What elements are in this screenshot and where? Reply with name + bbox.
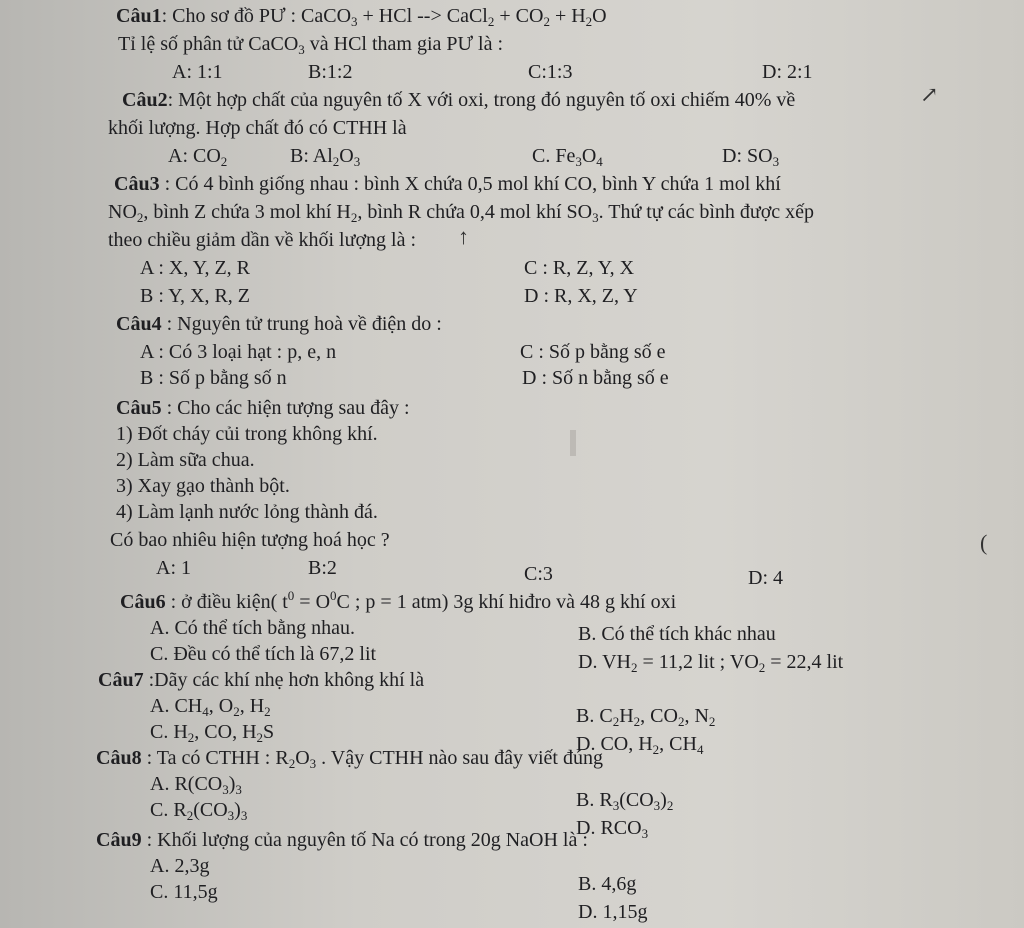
q4-option-d: D : Số n bằng số e bbox=[522, 367, 669, 389]
q1-option-b: B:1:2 bbox=[308, 61, 353, 83]
q6-option-d: D. $VH_2 = 11,2$ lit ; $VO_2 = 22,4$ lit bbox=[578, 651, 844, 675]
q5-question: Có bao nhiêu hiện tượng hoá học ? bbox=[110, 529, 390, 551]
q1-option-a: A: 1:1 bbox=[172, 61, 223, 83]
q7-line1: Câu7 :Dãy các khí nhẹ hơn không khí là bbox=[98, 669, 425, 691]
q3-line3: theo chiều giảm dần về khối lượng là : bbox=[108, 229, 417, 251]
q5-item-3: 3) Xay gạo thành bột. bbox=[116, 475, 290, 497]
q5-option-d: D: 4 bbox=[748, 567, 783, 589]
q4-option-b: B : Số p bằng số n bbox=[140, 367, 287, 389]
q6-option-c: C. Đều có thể tích là 67,2 lit bbox=[150, 643, 377, 665]
q6-option-b: B. Có thể tích khác nhau bbox=[578, 623, 776, 645]
q1-option-c: C:1:3 bbox=[528, 61, 573, 83]
q8-option-d: D. $RCO_3$ bbox=[576, 817, 649, 841]
q3-option-a: A : X, Y, Z, R bbox=[140, 257, 251, 279]
q2-option-a: A: $CO_2$ bbox=[168, 145, 228, 169]
pen-mark-icon: ↗ bbox=[920, 82, 939, 107]
q6-option-a: A. Có thể tích bằng nhau. bbox=[150, 617, 355, 639]
q2-option-d: D: $SO_3$ bbox=[722, 145, 780, 169]
q9-option-c: C. 11,5g bbox=[150, 881, 218, 903]
q5-line1: Câu5 : Cho các hiện tượng sau đây : bbox=[116, 397, 410, 419]
q7-option-a: A. $CH_4$, $O_2$, $H_2$ bbox=[150, 695, 271, 719]
q2-option-c: C. $Fe_3O_4$ bbox=[532, 145, 603, 169]
q7-option-d: D. CO, $H_2$, $CH_4$ bbox=[576, 733, 704, 757]
q2-line2: khối lượng. Hợp chất đó có CTHH là bbox=[108, 117, 407, 139]
q5-item-2: 2) Làm sữa chua. bbox=[116, 449, 255, 471]
q5-option-b: B:2 bbox=[308, 557, 337, 579]
q9-option-b: B. 4,6g bbox=[578, 873, 637, 895]
q4-line1: Câu4 : Nguyên tử trung hoà về điện do : bbox=[116, 313, 442, 335]
q9-line1: Câu9 : Khối lượng của nguyên tố Na có trong 20g NaOH là : bbox=[96, 829, 588, 851]
q4-option-c: C : Số p bằng số e bbox=[520, 341, 666, 363]
q8-option-c: C. $R_2(CO_3)_3$ bbox=[150, 799, 248, 823]
q9-option-d: D. 1,15g bbox=[578, 901, 648, 923]
q1-option-d: D: 2:1 bbox=[762, 61, 813, 83]
q1-line2: Tỉ lệ số phân tử CaCO$_3$ và HCl tham gia PƯ là : bbox=[118, 33, 504, 57]
q5-option-c: C:3 bbox=[524, 563, 553, 585]
q3-option-d: D : R, X, Z, Y bbox=[524, 285, 638, 307]
q8-line1: Câu8 : Ta có CTHH : $R_2O_3$ . Vậy CTHH nào sau đây viết đúng bbox=[96, 747, 603, 771]
paper-stain bbox=[570, 430, 576, 456]
q3-option-c: C : R, Z, Y, X bbox=[524, 257, 635, 279]
q5-option-a: A: 1 bbox=[156, 557, 191, 579]
q3-line2: $NO_2$, bình Z chứa 3 mol khí $H_2$, bình R chứa 0,4 mol khí $SO_3$. Thứ tự các bình được xếp bbox=[108, 201, 815, 225]
q7-option-c: C. $H_2$, CO, $H_2S$ bbox=[150, 721, 275, 745]
q1-line1: Câu1: Cho sơ đồ PƯ : CaCO$_3$ + HCl --> CaCl$_2$ + $CO_2 + H_2O$ bbox=[116, 5, 607, 29]
q8-option-a: A. $R(CO_3)_3$ bbox=[150, 773, 242, 797]
q5-item-1: 1) Đốt cháy củi trong không khí. bbox=[116, 423, 378, 445]
q6-line1: Câu6 : ở điều kiện( $t^0 = O^0C$ ; p = 1 atm) 3g khí hiđro và 48 g khí oxi bbox=[120, 588, 677, 613]
pen-mark-icon: ↑ bbox=[458, 224, 469, 249]
q2-option-b: B: $Al_2O_3$ bbox=[290, 145, 361, 169]
q3-option-b: B : Y, X, R, Z bbox=[140, 285, 251, 307]
q3-line1: Câu3 : Có 4 bình giống nhau : bình X chứa 0,5 mol khí CO, bình Y chứa 1 mol khí bbox=[114, 173, 781, 195]
pen-mark-icon: ( bbox=[980, 530, 988, 555]
q5-item-4: 4) Làm lạnh nước lỏng thành đá. bbox=[116, 501, 378, 523]
q2-line1: Câu2: Một hợp chất của nguyên tố X với oxi, trong đó nguyên tố oxi chiếm 40% về bbox=[122, 89, 796, 111]
q4-option-a: A : Có 3 loại hạt : p, e, n bbox=[140, 341, 337, 363]
q7-option-b: B. $C_2H_2$, $CO_2$, $N_2$ bbox=[576, 705, 716, 729]
q8-option-b: B. $R_3(CO_3)_2$ bbox=[576, 789, 674, 813]
q9-option-a: A. 2,3g bbox=[150, 855, 210, 877]
